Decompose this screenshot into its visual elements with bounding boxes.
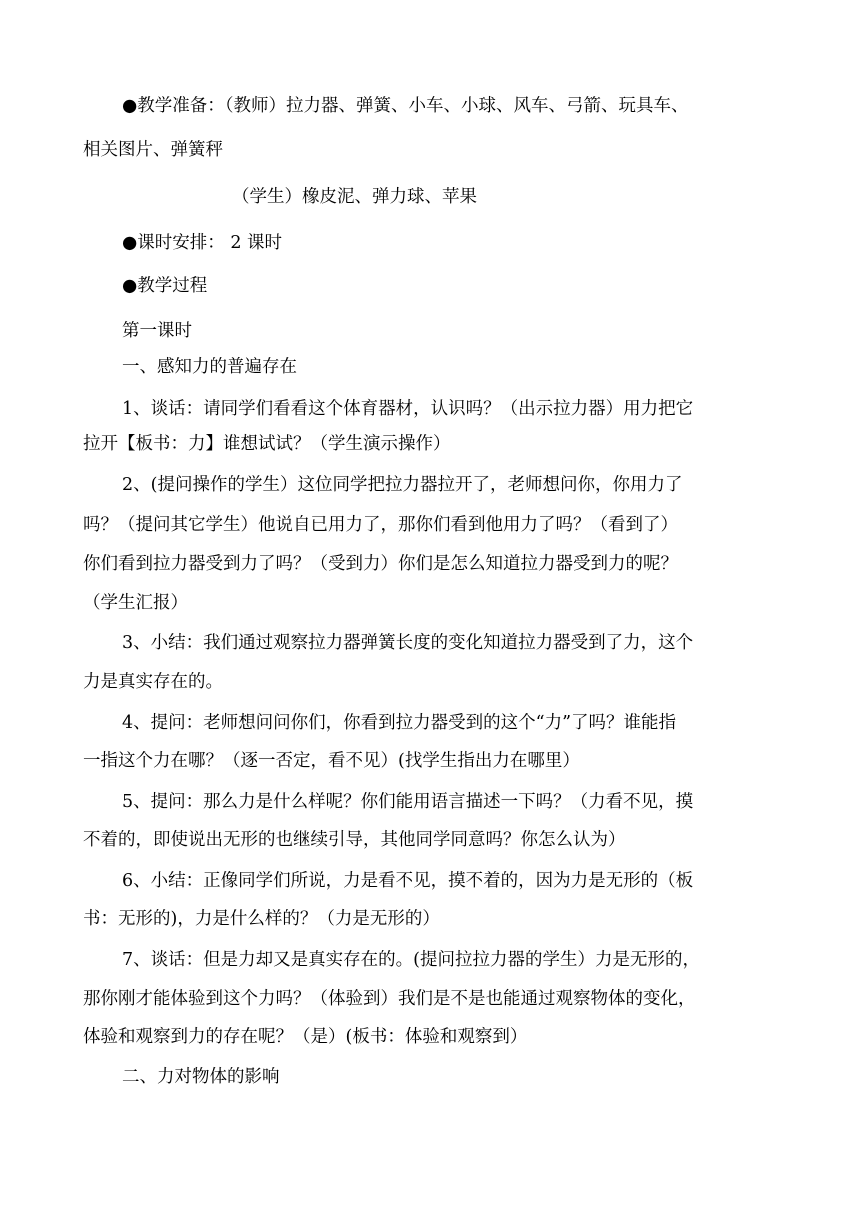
paragraph-line: （学生汇报） bbox=[83, 593, 188, 613]
paragraph-line: 相关图片、弹簧秤 bbox=[83, 140, 223, 160]
section-heading: 二、力对物体的影响 bbox=[122, 1067, 280, 1087]
paragraph-line: 体验和观察到力的存在呢？（是）(板书：体验和观察到） bbox=[83, 1027, 528, 1047]
paragraph-line: 那你刚才能体验到这个力吗？（体验到）我们是不是也能通过观察物体的变化， bbox=[83, 989, 696, 1009]
section-heading: 一、感知力的普遍存在 bbox=[122, 357, 297, 377]
paragraph-line: 拉开【板书：力】谁想试试？（学生演示操作） bbox=[83, 434, 451, 454]
paragraph-line: 1、谈话：请同学们看看这个体育器材，认识吗？（出示拉力器）用力把它 bbox=[122, 399, 694, 419]
paragraph-line: ●教学准备：（教师）拉力器、弹簧、小车、小球、风车、弓箭、玩具车、 bbox=[122, 96, 689, 116]
paragraph-line: 书：无形的)，力是什么样的？（力是无形的） bbox=[83, 909, 440, 929]
paragraph-line: 一指这个力在哪？（逐一否定，看不见）(找学生指出力在哪里） bbox=[83, 751, 580, 771]
paragraph-line: 6、小结：正像同学们所说，力是看不见，摸不着的，因为力是无形的（板 bbox=[122, 871, 694, 891]
paragraph-line: ●课时安排： 2 课时 bbox=[122, 233, 283, 253]
paragraph-line: 不着的，即使说出无形的也继续引导，其他同学同意吗？你怎么认为） bbox=[83, 830, 626, 850]
paragraph-line: 4、提问：老师想问问你们，你看到拉力器受到的这个“力”了吗？谁能指 bbox=[122, 713, 677, 733]
paragraph-line: 你们看到拉力器受到力了吗？（受到力）你们是怎么知道拉力器受到力的呢？ bbox=[83, 554, 678, 574]
section-heading: 第一课时 bbox=[122, 321, 192, 341]
paragraph-line: （学生）橡皮泥、弹力球、苹果 bbox=[232, 187, 477, 207]
paragraph-line: 力是真实存在的。 bbox=[83, 672, 223, 692]
paragraph-line: 吗？（提问其它学生）他说自已用力了，那你们看到他用力了吗？（看到了） bbox=[83, 515, 678, 535]
paragraph-line: 3、小结：我们通过观察拉力器弹簧长度的变化知道拉力器受到了力，这个 bbox=[122, 633, 694, 653]
paragraph-line: 5、提问：那么力是什么样呢？你们能用语言描述一下吗？（力看不见，摸 bbox=[122, 792, 694, 812]
section-heading: ●教学过程 bbox=[122, 276, 208, 296]
paragraph-line: 2、(提问操作的学生）这位同学把拉力器拉开了，老师想问你，你用力了 bbox=[122, 475, 683, 495]
paragraph-line: 7、谈话：但是力却又是真实存在的。(提问拉拉力器的学生）力是无形的， bbox=[122, 950, 700, 970]
